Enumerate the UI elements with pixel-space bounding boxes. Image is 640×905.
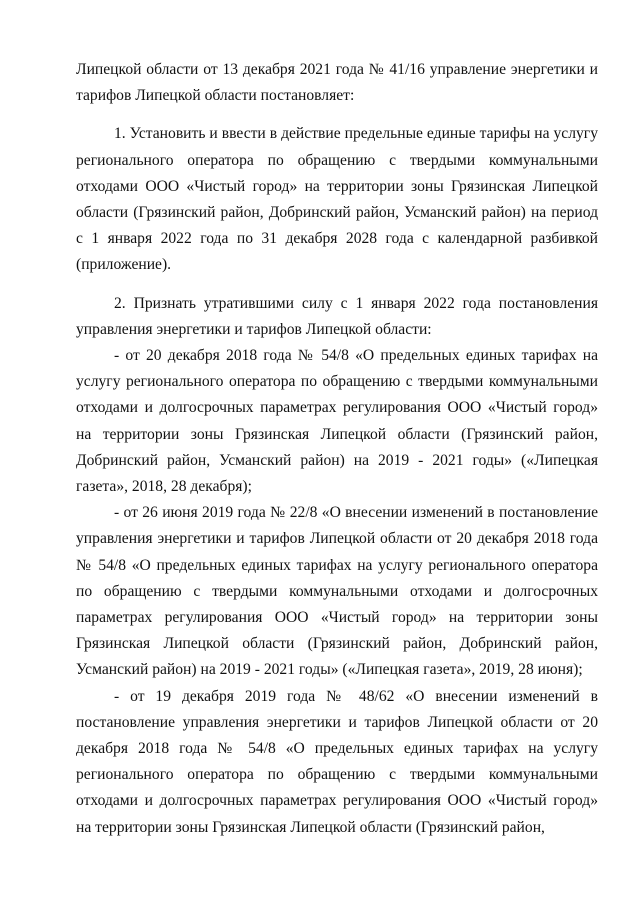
document-body bbox=[76, 57, 598, 841]
item-1-paragraph: 1. Установить и ввести в действие предельные единые тарифы на услугу регионального оператора по обращению с твердыми коммунальными отходами ООО «Чистый город» на территории зоны Грязинская Липецкой области (Грязинский район, Добринский район, Усманский район) на период с 1 января 2022 года по 31 декабря 2028 года с календарной разбивкой (приложение). bbox=[76, 125, 598, 274]
item-2-paragraph: 2. Признать утратившими силу с 1 января 2022 года постановления управления энергетики и тарифов Липецкой области: bbox=[76, 294, 598, 338]
repealed-decree-item: - от 20 декабря 2018 года № 54/8 «О предельных единых тарифах на услугу регионального оператора по обращению с твердыми коммунальными отходами и долгосрочных параметрах регулирования ООО «Чистый город» на территории зоны Грязинская Липецкой области (Грязинский район, Добринский район, Усманский район) на 2019 - 2021 годы» («Липецкая газета», 2018, 28 декабря); bbox=[76, 347, 598, 496]
intro-paragraph: Липецкой области от 13 декабря 2021 года № 41/16 управление энергетики и тарифов Липецкой области постановляет: bbox=[76, 61, 598, 105]
repealed-decree-item: - от 26 июня 2019 года № 22/8 «О внесении изменений в постановление управления энергетики и тарифов Липецкой области от 20 декабря 2018 года № 54/8 «О предельных единых тарифах на услугу регионального оператора по обращению с твердыми коммунальными отходами и долгосрочных параметрах регулирования ООО «Чистый город» на территории зоны Грязинская Липецкой области (Грязинский район, Добринский район, Усманский район) на 2019 - 2021 годы» («Липецкая газета», 2019, 28 июня); bbox=[76, 504, 598, 679]
repealed-decree-item: - от 19 декабря 2019 года № 48/62 «О внесении изменений в постановление управления энергетики и тарифов Липецкой области от 20 декабря 2018 года № 54/8 «О предельных единых тарифах на услугу регионального оператора по обращению с твердыми коммунальными отходами и долгосрочных параметрах регулирования ООО «Чистый город» на территории зоны Грязинская Липецкой области (Грязинский район, bbox=[76, 687, 598, 836]
